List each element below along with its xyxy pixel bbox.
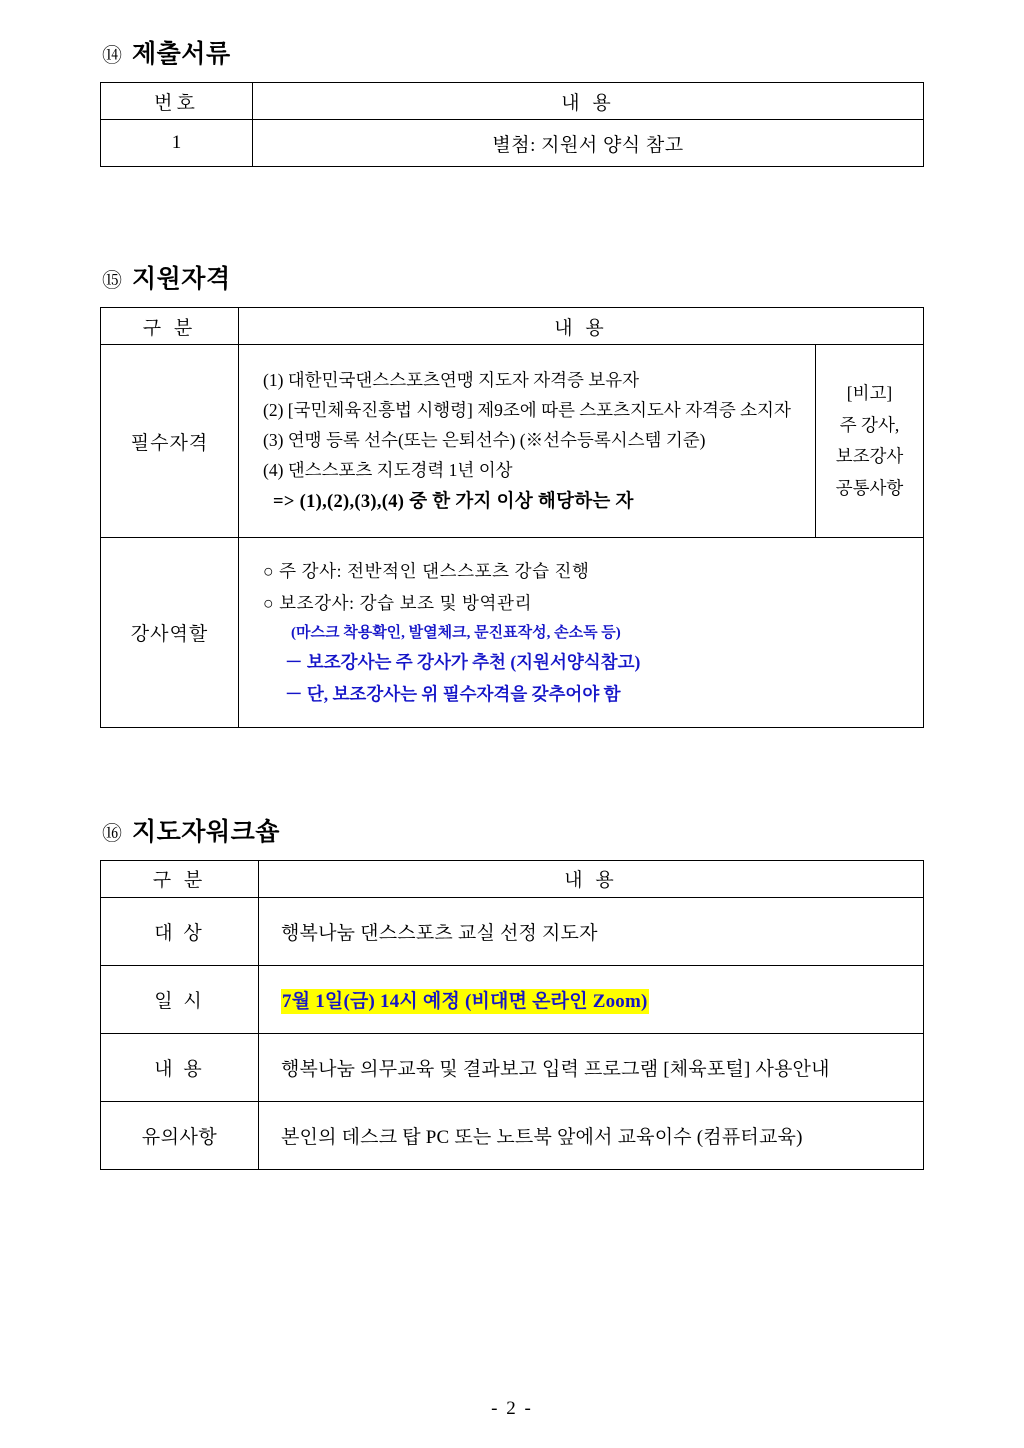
cell-role-content (239, 538, 924, 728)
table-header-row (101, 308, 924, 345)
cell-label: 일 시 (101, 965, 259, 1033)
required-item: (4) 댄스스포츠 지도경력 1년 이상 (263, 460, 513, 481)
value-text: 행복나눔 댄스스포츠 교실 선정 지도자 (281, 922, 598, 944)
cell-label: 내 용 (101, 1033, 259, 1101)
table-qualification (100, 307, 924, 728)
table-row-role (101, 538, 924, 728)
role-item: ○ 보조강사: 강습 보조 및 방역관리 (263, 593, 533, 614)
section-number-icon: ⑮ (102, 268, 122, 292)
cell-content: 별첨: 지원서 양식 참고 (253, 120, 924, 167)
section-title: 지원자격 (132, 265, 231, 293)
page-number: - 2 - (491, 1398, 533, 1419)
table-row (101, 965, 924, 1033)
required-item: (1) 대한민국댄스스포츠연맹 지도자 자격증 보유자 (263, 370, 640, 390)
remark-line: 공통사항 (835, 477, 904, 498)
section-heading-qualification (102, 259, 934, 295)
section-heading-workshop (102, 812, 934, 848)
cell-required-label: 필수자격 (101, 345, 239, 538)
value-text-highlighted: 7월 1일(금) 14시 예정 (비대면 온라인 Zoom) (282, 990, 648, 1012)
cell-value (259, 965, 924, 1033)
column-header-division: 구 분 (101, 308, 239, 345)
column-header-content: 내 용 (239, 308, 924, 345)
required-item: (2) [국민체육진흥법 시행령] 제9조에 따른 스포츠지도사 자격증 소지자 (263, 400, 791, 421)
table-row (101, 1033, 924, 1101)
remark-line: [비고] (846, 383, 893, 404)
remark-line: 주 강사, (839, 414, 900, 435)
table-row-required (101, 345, 924, 538)
cell-remark (816, 345, 924, 538)
section-title: 지도자워크숍 (132, 817, 280, 846)
cell-role-label: 강사역할 (101, 538, 239, 728)
cell-label: 유의사항 (101, 1101, 259, 1169)
cell-required-items (239, 345, 816, 538)
table-row (101, 1101, 924, 1169)
cell-value (259, 1033, 924, 1101)
column-header-content: 내 용 (253, 83, 924, 120)
table-row (101, 897, 924, 965)
section-number-icon: ⑭ (102, 43, 122, 67)
table-header-row (101, 83, 924, 120)
required-summary: => (1),(2),(3),(4) 중 한 가지 이상 해당하는 자 (273, 492, 634, 513)
table-header-row (101, 860, 924, 897)
section-heading-docs (102, 34, 934, 70)
value-text: 본인의 데스크 탑 PC 또는 노트북 앞에서 교육이수 (컴퓨터교육) (281, 1126, 803, 1148)
required-item: (3) 연맹 등록 선수(또는 은퇴선수) (※선수등록시스템 기준) (263, 430, 706, 451)
section-title: 제출서류 (132, 40, 231, 68)
cell-label: 대 상 (101, 897, 259, 965)
column-header-division: 구 분 (101, 860, 259, 897)
role-blue-line: － 보조강사는 주 강사가 추천 (지원서양식참고) (285, 652, 641, 673)
section-number-icon: ⑯ (102, 820, 122, 845)
role-note: (마스크 착용확인, 발열체크, 문진표작성, 손소독 등) (291, 624, 621, 641)
table-submission-documents (100, 82, 924, 167)
role-blue-line: － 단, 보조강사는 위 필수자격을 갖추어야 함 (285, 684, 621, 705)
role-item: ○ 주 강사: 전반적인 댄스스포츠 강습 진행 (263, 561, 590, 582)
value-text: 행복나눔 의무교육 및 결과보고 입력 프로그램 [체육포털] 사용안내 (281, 1058, 830, 1080)
remark-line: 보조강사 (835, 446, 904, 467)
cell-no: 1 (101, 120, 253, 167)
table-row (101, 120, 924, 167)
cell-value (259, 1101, 924, 1169)
cell-value (259, 897, 924, 965)
column-header-no: 번호 (101, 83, 253, 120)
table-workshop (100, 860, 924, 1170)
column-header-content: 내 용 (259, 860, 924, 897)
